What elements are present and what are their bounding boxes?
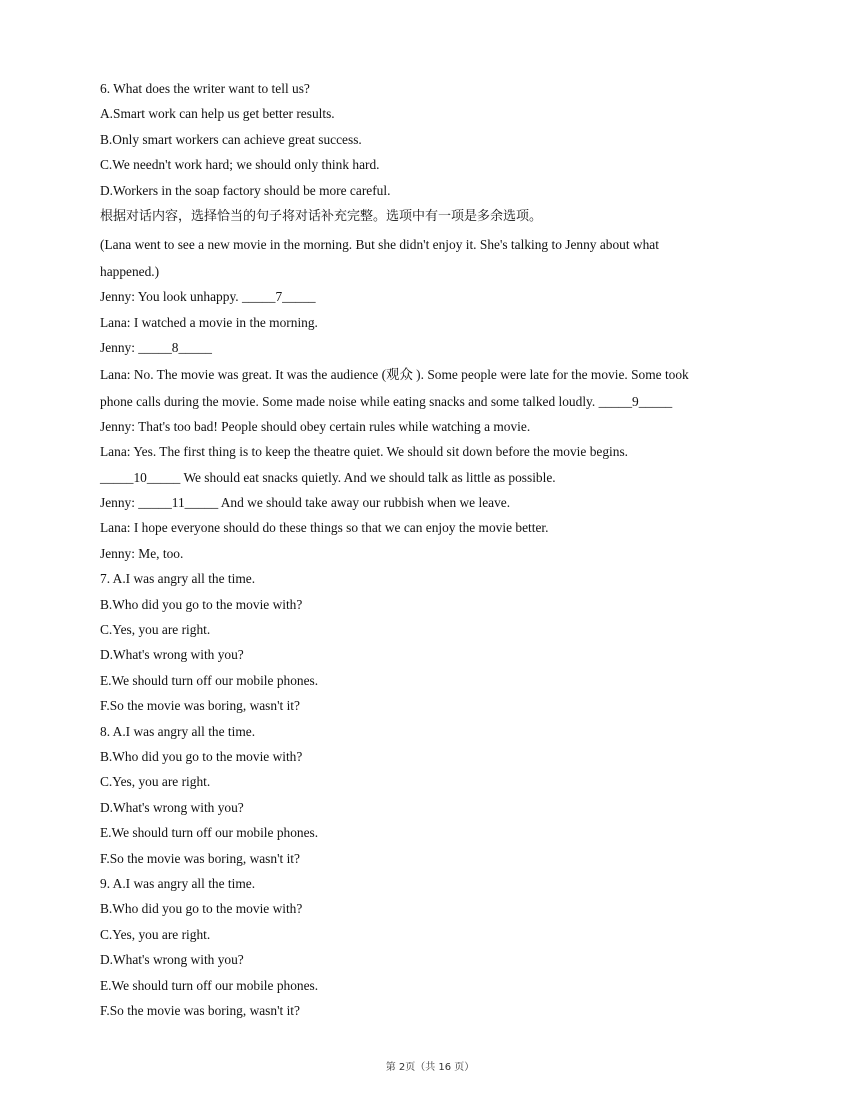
page-footer: 第 2页（共 16 页）	[385, 1062, 475, 1073]
question-8-option-f: F.So the movie was boring, wasn't it?	[100, 850, 300, 866]
dialogue-line: Jenny: _____8_____	[100, 340, 212, 356]
dialogue-line: Lana: I hope everyone should do these things so that we can enjoy the movie better.	[100, 520, 549, 536]
question-9-option-a: 9. A.I was angry all the time.	[100, 875, 256, 891]
question-7-option-a: 7. A.I was angry all the time.	[100, 571, 256, 587]
dialogue-line: phone calls during the movie. Some made noise while eating snacks and some talked loudly. _____9_____	[100, 393, 673, 409]
document-body	[100, 76, 760, 1023]
question-8-option-b: B.Who did you go to the movie with?	[100, 748, 303, 764]
dialogue-line: Jenny: Me, too.	[100, 545, 184, 561]
dialogue-line: Jenny: _____11_____ And we should take away our rubbish when we leave.	[100, 495, 511, 511]
question-8-option-e: E.We should turn off our mobile phones.	[100, 825, 319, 841]
question-8-option-d: D.What's wrong with you?	[100, 799, 244, 815]
dialogue-line: Jenny: You look unhappy. _____7_____	[100, 289, 316, 305]
question-9-option-c: C.Yes, you are right.	[100, 926, 211, 942]
dialogue-context-line-1: (Lana went to see a new movie in the morning. But she didn't enjoy it. She's talking to Jenny about what	[100, 236, 659, 252]
question-6-option-c: C.We needn't work hard; we should only think hard.	[100, 157, 380, 173]
dialogue-context-line-2: happened.)	[100, 263, 160, 279]
dialogue-line: Lana: No. The movie was great. It was the audience (观众 ). Some people were late for the movie. Some took	[100, 366, 689, 382]
question-6-option-a: A.Smart work can help us get better results.	[100, 106, 335, 122]
question-7-option-b: B.Who did you go to the movie with?	[100, 596, 303, 612]
dialogue-instructions: 根据对话内容，选择恰当的句子将对话补充完整。选项中有一项是多余选项。	[100, 208, 543, 224]
question-8-option-a: 8. A.I was angry all the time.	[100, 723, 256, 739]
question-7-option-d: D.What's wrong with you?	[100, 647, 244, 663]
question-6-option-d: D.Workers in the soap factory should be more careful.	[100, 182, 391, 198]
question-6-option-b: B.Only smart workers can achieve great success.	[100, 131, 362, 147]
dialogue-line: Jenny: That's too bad! People should obey certain rules while watching a movie.	[100, 418, 531, 434]
question-9-option-d: D.What's wrong with you?	[100, 952, 244, 968]
dialogue-line: Lana: I watched a movie in the morning.	[100, 314, 318, 330]
question-7-option-c: C.Yes, you are right.	[100, 622, 211, 638]
question-7-option-f: F.So the movie was boring, wasn't it?	[100, 698, 300, 714]
question-9-option-f: F.So the movie was boring, wasn't it?	[100, 1002, 300, 1018]
question-7-option-e: E.We should turn off our mobile phones.	[100, 672, 319, 688]
question-9-option-e: E.We should turn off our mobile phones.	[100, 977, 319, 993]
dialogue-line: Lana: Yes. The first thing is to keep the theatre quiet. We should sit down before the movie begins.	[100, 444, 628, 460]
question-8-option-c: C.Yes, you are right.	[100, 774, 211, 790]
dialogue-line: _____10_____ We should eat snacks quietly. And we should talk as little as possible.	[100, 469, 556, 485]
question-9-option-b: B.Who did you go to the movie with?	[100, 901, 303, 917]
question-6-stem: 6. What does the writer want to tell us?	[100, 81, 310, 96]
